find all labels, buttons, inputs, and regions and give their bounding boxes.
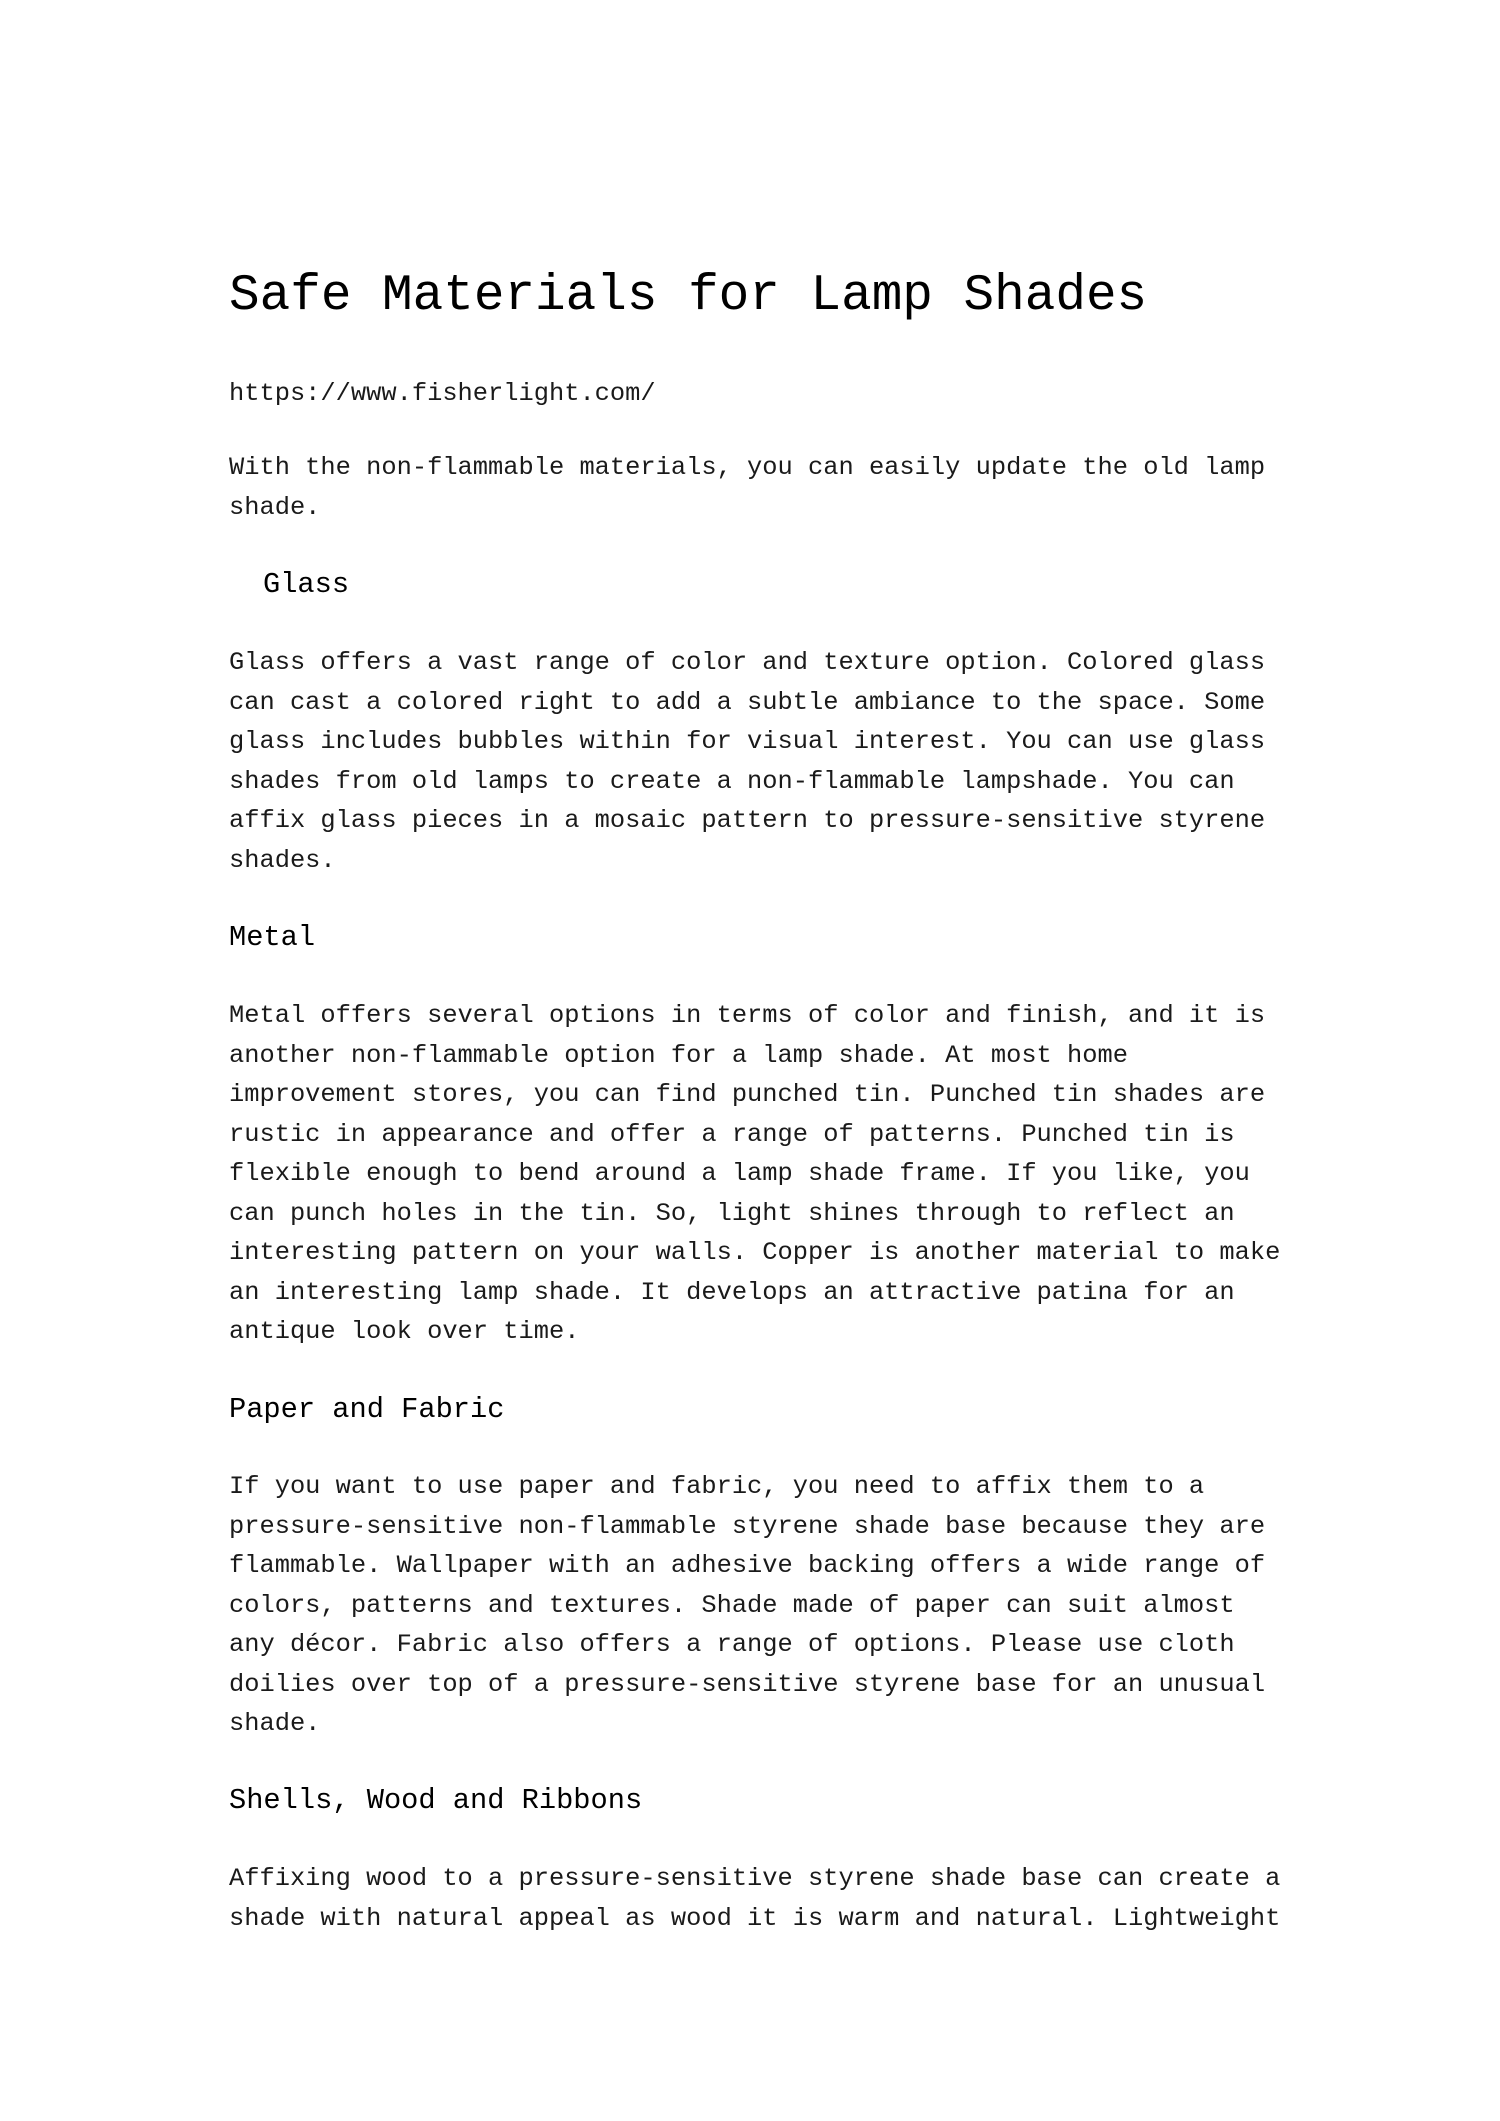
text-line: Glass offers a vast range of color and texture option. Colored glass	[229, 648, 1266, 677]
text-line: can cast a colored right to add a subtle ambiance to the space. Some	[229, 687, 1266, 717]
intro-paragraph	[229, 448, 1265, 527]
text-line: glass includes bubbles within for visual interest. You can use glass	[229, 727, 1266, 756]
paragraph-paper-fabric	[229, 1467, 1265, 1744]
text-line: can punch holes in the tin. So, light shines through to reflect an	[229, 1198, 1235, 1228]
text-line: With the non-flammable materials, you can easily update the old lamp	[229, 453, 1266, 482]
text-line: rustic in appearance and offer a range of patterns. Punched tin is	[229, 1119, 1235, 1149]
text-line: improvement stores, you can find punched tin. Punched tin shades are	[229, 1080, 1266, 1109]
text-line: another non-flammable option for a lamp shade. At most home	[229, 1040, 1128, 1070]
text-line: flexible enough to bend around a lamp shade frame. If you like, you	[229, 1159, 1250, 1188]
section-heading-shells-wood-ribbons: Shells, Wood and Ribbons	[229, 1784, 643, 1817]
paragraph-metal	[229, 996, 1280, 1352]
text-line: affix glass pieces in a mosaic pattern to pressure-sensitive styrene	[229, 806, 1266, 835]
text-line: If you want to use paper and fabric, you need to affix them to a	[229, 1472, 1205, 1501]
page-title: Safe Materials for Lamp Shades	[229, 268, 1148, 325]
text-line: shade with natural appeal as wood it is warm and natural. Lightweight	[229, 1903, 1281, 1933]
section-heading-glass: Glass	[263, 568, 350, 601]
text-line: Metal offers several options in terms of color and finish, and it is	[229, 1001, 1266, 1030]
paragraph-shells-wood-ribbons	[229, 1859, 1280, 1938]
text-line: pressure-sensitive non-flammable styrene shade base because they are	[229, 1511, 1266, 1541]
source-url: https://www.fisherlight.com/	[229, 379, 656, 408]
text-line: flammable. Wallpaper with an adhesive backing offers a wide range of	[229, 1551, 1266, 1580]
section-heading-metal: Metal	[229, 921, 316, 954]
text-line: interesting pattern on your walls. Copper is another material to make	[229, 1238, 1281, 1267]
paragraph-glass	[229, 643, 1265, 880]
text-line: Affixing wood to a pressure-sensitive styrene shade base can create a	[229, 1864, 1281, 1893]
text-line: colors, patterns and textures. Shade made of paper can suit almost	[229, 1590, 1235, 1620]
text-line: an interesting lamp shade. It develops an attractive patina for an	[229, 1277, 1235, 1307]
text-line: shade.	[229, 1709, 321, 1738]
text-line: doilies over top of a pressure-sensitive styrene base for an unusual	[229, 1669, 1266, 1699]
text-line: any décor. Fabric also offers a range of options. Please use cloth	[229, 1630, 1235, 1659]
text-line: shade.	[229, 492, 321, 522]
text-line: shades from old lamps to create a non-flammable lampshade. You can	[229, 766, 1235, 796]
text-line: antique look over time.	[229, 1317, 580, 1346]
text-line: shades.	[229, 845, 336, 875]
section-heading-paper-fabric: Paper and Fabric	[229, 1393, 505, 1426]
